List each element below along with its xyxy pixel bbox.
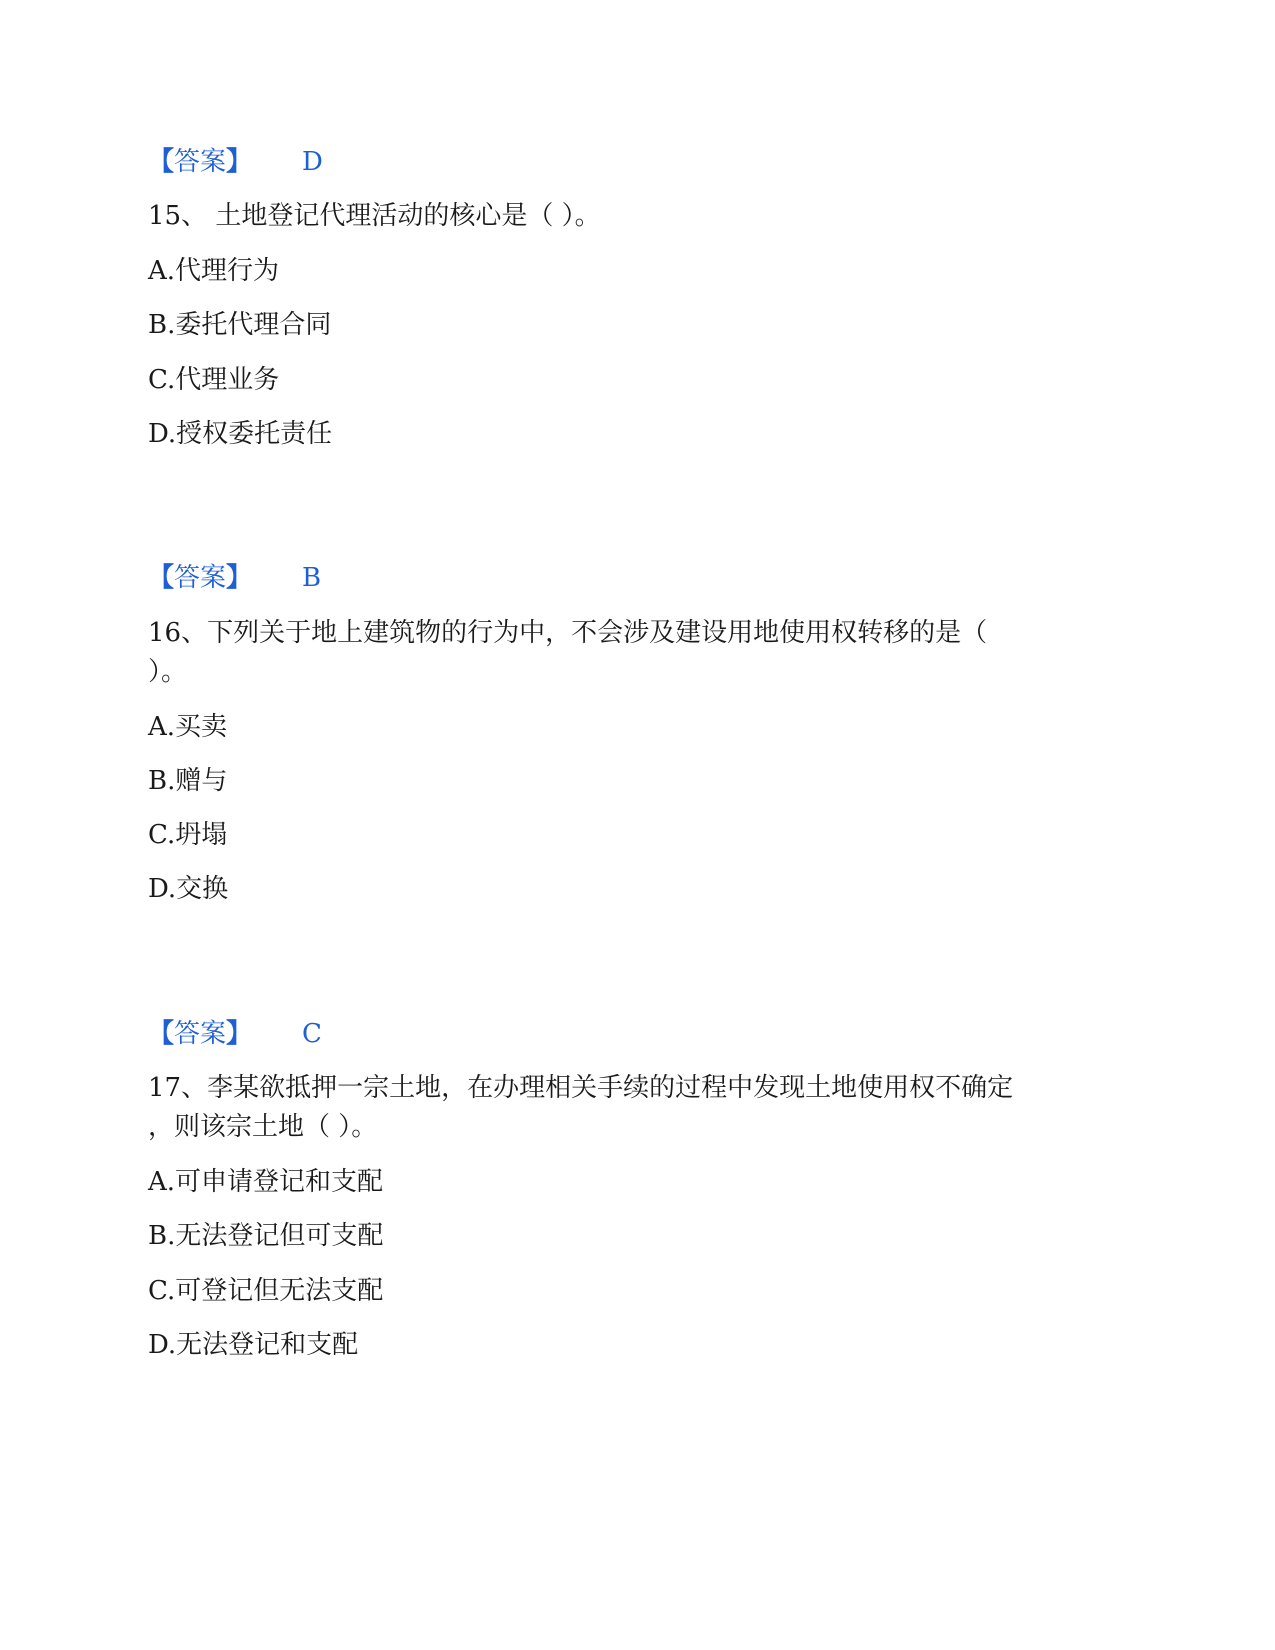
option-a: A.代理行为 — [148, 256, 280, 286]
answer-close-bracket: 】 — [226, 563, 253, 593]
answer-value: D — [302, 147, 323, 177]
answer-label: 答案 — [174, 147, 227, 177]
option-b: B.委托代理合同 — [148, 310, 332, 340]
question-text: 17、李某欲抵押一宗土地，在办理相关手续的过程中发现土地使用权不确定 — [148, 1073, 1014, 1103]
option-b: B.无法登记但可支配 — [148, 1221, 384, 1251]
answer-line — [148, 562, 321, 594]
answer-open-bracket: 【 — [148, 1019, 175, 1049]
answer-open-bracket: 【 — [148, 147, 175, 177]
option-c: C.可登记但无法支配 — [148, 1276, 384, 1306]
question-text-continued: ）。 — [148, 657, 188, 687]
answer-open-bracket: 【 — [148, 563, 175, 593]
answer-line — [148, 146, 323, 178]
option-d: D.授权委托责任 — [148, 419, 333, 449]
answer-close-bracket: 】 — [226, 147, 253, 177]
option-a: A.买卖 — [148, 712, 228, 742]
answer-label: 答案 — [174, 1019, 227, 1049]
option-d: D.交换 — [148, 874, 229, 904]
question-text: 16、下列关于地上建筑物的行为中，不会涉及建设用地使用权转移的是（ — [148, 618, 988, 648]
answer-value: B — [302, 563, 322, 593]
answer-value: C — [302, 1019, 322, 1049]
option-d: D.无法登记和支配 — [148, 1330, 359, 1360]
answer-close-bracket: 】 — [226, 1019, 253, 1049]
question-text: 15、 土地登记代理活动的核心是（ ）。 — [148, 201, 601, 231]
question-text-continued: ，则该宗土地（ ）。 — [148, 1112, 378, 1142]
option-c: C.坍塌 — [148, 820, 228, 850]
answer-label: 答案 — [174, 563, 227, 593]
option-b: B.赠与 — [148, 766, 228, 796]
option-a: A.可申请登记和支配 — [148, 1167, 384, 1197]
option-c: C.代理业务 — [148, 365, 280, 395]
answer-line — [148, 1018, 322, 1050]
